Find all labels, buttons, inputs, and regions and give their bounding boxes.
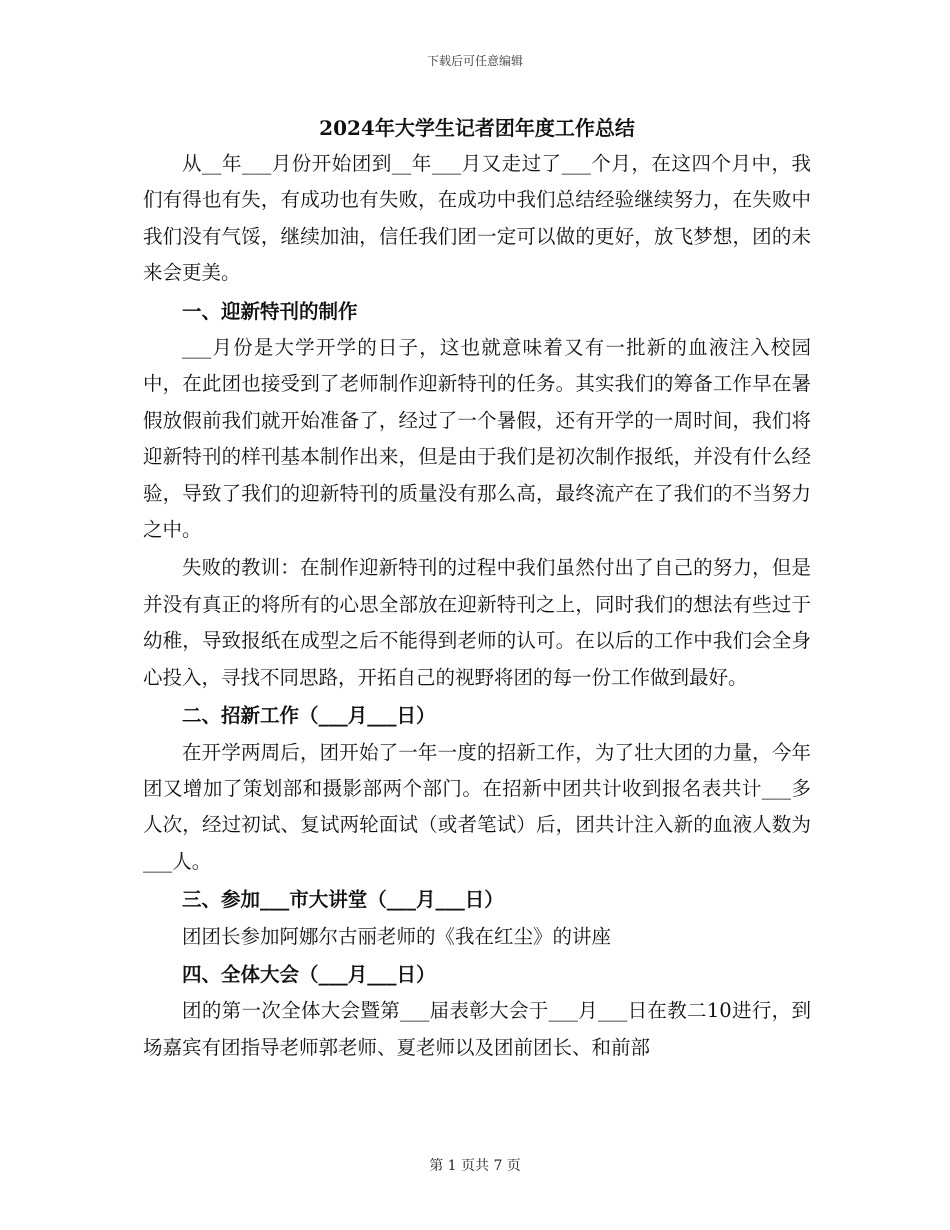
intro-paragraph: 从__年___月份开始团到__年___月又走过了___个月，在这四个月中，我们有得也有失，有成功也有失败，在成功中我们总结经验继续努力，在失败中我们没有气馁，继续加油，信任我们团一定可以做的更好，放飞梦想，团的未来会更美。	[143, 152, 811, 285]
section-heading-2: 二、招新工作（___月___日）	[182, 704, 436, 728]
section-2-paragraph-1: 在开学两周后，团开始了一年一度的招新工作，为了壮大团的力量，今年团又增加了策划部和摄影部两个部门。在招新中团共计收到报名表共计___多人次，经过初试、复试两轮面试（或者笔试）后，团共计注入新的血液人数为___人。	[143, 740, 811, 873]
section-1-paragraph-1: ___月份是大学开学的日子，这也就意味着又有一批新的血液注入校园中，在此团也接受到了老师制作迎新特刊的任务。其实我们的筹备工作早在暑假放假前我们就开始准备了，经过了一个暑假，还有开学的一周时间，我们将迎新特刊的样刊基本制作出来，但是由于我们是初次制作报纸，并没有什么经验，导致了我们的迎新特刊的质量没有那么高，最终流产在了我们的不当努力之中。	[143, 336, 811, 542]
page-footer: 第 1 页共 7 页	[429, 1158, 521, 1174]
section-1-paragraph-2: 失败的教训：在制作迎新特刊的过程中我们虽然付出了自己的努力，但是并没有真正的将所有的心思全部放在迎新特刊之上，同时我们的想法有些过于幼稚，导致报纸在成型之后不能得到老师的认可。在以后的工作中我们会全身心投入，寻找不同思路，开拓自己的视野将团的每一份工作做到最好。	[143, 556, 811, 689]
section-3-paragraph-1: 团团长参加阿娜尔古丽老师的《我在红尘》的讲座	[182, 924, 612, 948]
document-body	[143, 112, 811, 1066]
section-4-paragraph-1: 团的第一次全体大会暨第___届表彰大会于___月___日在教二10进行，到场嘉宾有团指导老师郭老师、夏老师以及团前团长、和前部	[143, 999, 811, 1059]
section-heading-4: 四、全体大会（___月___日）	[182, 962, 436, 986]
page-header: 下载后可任意编辑	[426, 54, 523, 68]
document-title: 2024年大学生记者团年度工作总结	[319, 116, 635, 140]
section-heading-1: 一、迎新特刊的制作	[182, 299, 358, 323]
section-heading-3: 三、参加___市大讲堂（___月___日）	[182, 888, 504, 912]
